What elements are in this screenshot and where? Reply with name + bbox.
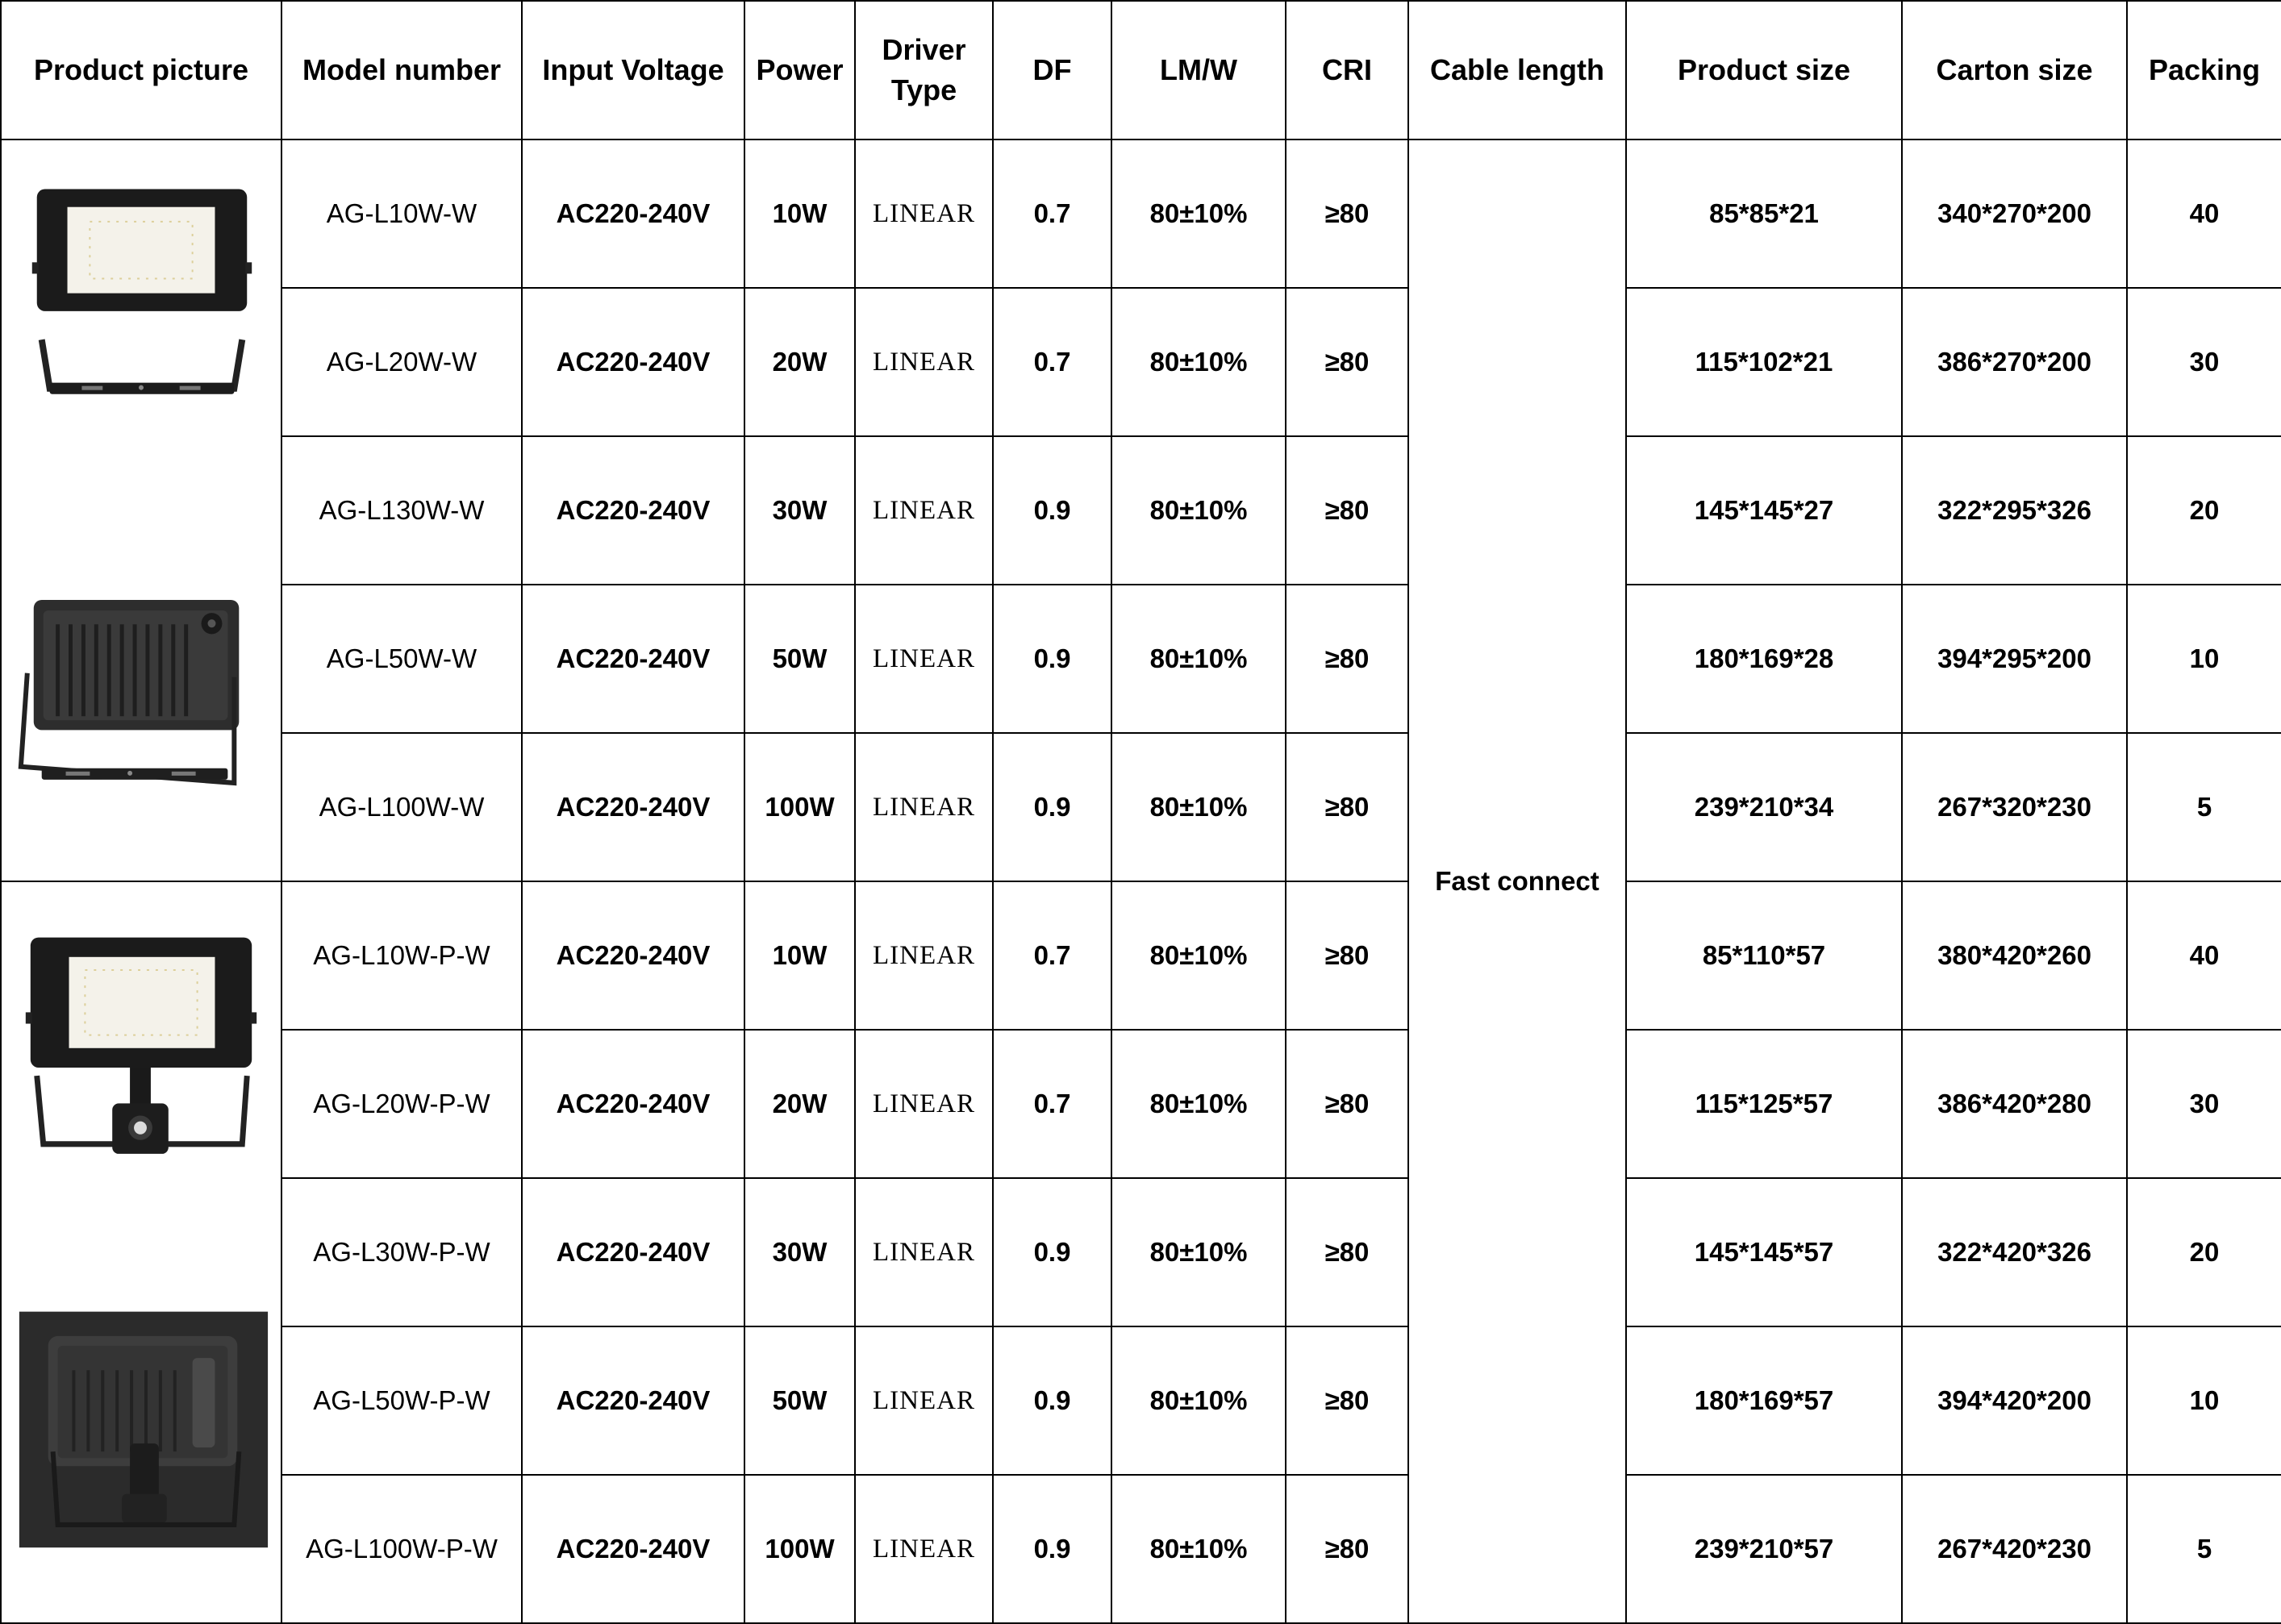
product-size-cell: 85*85*21 <box>1626 139 1902 288</box>
voltage-cell: AC220-240V <box>522 733 744 881</box>
model-cell: AG-L20W-W <box>281 288 522 436</box>
power-cell: 10W <box>744 881 855 1030</box>
packing-cell: 5 <box>2127 733 2281 881</box>
header-driver-type <box>855 1 993 139</box>
lmw-cell: 80±10% <box>1111 1030 1286 1178</box>
table-row <box>1 436 2281 585</box>
header-cri: CRI <box>1286 1 1408 139</box>
carton-size-cell: 340*270*200 <box>1902 139 2127 288</box>
df-cell: 0.7 <box>993 288 1111 436</box>
model-cell: AG-L50W-W <box>281 585 522 733</box>
carton-size-cell: 386*270*200 <box>1902 288 2127 436</box>
packing-cell: 20 <box>2127 436 2281 585</box>
model-cell: AG-L10W-W <box>281 139 522 288</box>
product-images-standard <box>2 140 281 881</box>
lmw-cell: 80±10% <box>1111 1326 1286 1475</box>
product-size-cell: 115*125*57 <box>1626 1030 1902 1178</box>
table-row <box>1 881 2281 1030</box>
packing-cell: 30 <box>2127 288 2281 436</box>
carton-size-cell: 394*295*200 <box>1902 585 2127 733</box>
product-size-cell: 85*110*57 <box>1626 881 1902 1030</box>
packing-cell: 5 <box>2127 1475 2281 1623</box>
product-size-cell: 180*169*57 <box>1626 1326 1902 1475</box>
carton-size-cell: 267*320*230 <box>1902 733 2127 881</box>
driver-cell: LINEAR <box>855 436 993 585</box>
product-size-cell: 145*145*27 <box>1626 436 1902 585</box>
header-df: DF <box>993 1 1111 139</box>
driver-cell: LINEAR <box>855 288 993 436</box>
df-cell: 0.7 <box>993 1030 1111 1178</box>
header-row <box>1 1 2281 139</box>
carton-size-cell: 322*295*326 <box>1902 436 2127 585</box>
cri-cell: ≥80 <box>1286 585 1408 733</box>
power-cell: 50W <box>744 1326 855 1475</box>
carton-size-cell: 386*420*280 <box>1902 1030 2127 1178</box>
header-power: Power <box>744 1 855 139</box>
power-cell: 100W <box>744 1475 855 1623</box>
driver-cell: LINEAR <box>855 1030 993 1178</box>
driver-cell: LINEAR <box>855 1326 993 1475</box>
voltage-cell: AC220-240V <box>522 1326 744 1475</box>
packing-cell: 40 <box>2127 139 2281 288</box>
df-cell: 0.9 <box>993 436 1111 585</box>
floodlight-front-icon <box>32 189 252 394</box>
cri-cell: ≥80 <box>1286 288 1408 436</box>
voltage-cell: AC220-240V <box>522 881 744 1030</box>
product-size-cell: 145*145*57 <box>1626 1178 1902 1326</box>
packing-cell: 40 <box>2127 881 2281 1030</box>
df-cell: 0.9 <box>993 1178 1111 1326</box>
model-cell: AG-L100W-P-W <box>281 1475 522 1623</box>
table-row <box>1 733 2281 881</box>
table-row <box>1 1326 2281 1475</box>
df-cell: 0.9 <box>993 585 1111 733</box>
lmw-cell: 80±10% <box>1111 585 1286 733</box>
carton-size-cell: 322*420*326 <box>1902 1178 2127 1326</box>
power-cell: 20W <box>744 1030 855 1178</box>
cri-cell: ≥80 <box>1286 1475 1408 1623</box>
cri-cell: ≥80 <box>1286 1030 1408 1178</box>
header-packing: Packing <box>2127 1 2281 139</box>
table-body <box>1 139 2281 1623</box>
product-picture-cell-standard <box>1 139 281 881</box>
packing-cell: 10 <box>2127 1326 2281 1475</box>
model-cell: AG-L100W-W <box>281 733 522 881</box>
packing-cell: 20 <box>2127 1178 2281 1326</box>
table-row <box>1 1030 2281 1178</box>
carton-size-cell: 380*420*260 <box>1902 881 2127 1030</box>
lmw-cell: 80±10% <box>1111 436 1286 585</box>
cri-cell: ≥80 <box>1286 881 1408 1030</box>
driver-cell: LINEAR <box>855 1178 993 1326</box>
header-product-size: Product size <box>1626 1 1902 139</box>
voltage-cell: AC220-240V <box>522 288 744 436</box>
floodlight-back-icon <box>21 600 239 783</box>
voltage-cell: AC220-240V <box>522 1475 744 1623</box>
voltage-cell: AC220-240V <box>522 1030 744 1178</box>
df-cell: 0.9 <box>993 733 1111 881</box>
table-row <box>1 139 2281 288</box>
voltage-cell: AC220-240V <box>522 585 744 733</box>
floodlight-sensor-front-icon <box>26 938 256 1154</box>
header-input-voltage: Input Voltage <box>522 1 744 139</box>
lmw-cell: 80±10% <box>1111 1475 1286 1623</box>
lmw-cell: 80±10% <box>1111 1178 1286 1326</box>
packing-cell: 30 <box>2127 1030 2281 1178</box>
df-cell: 0.7 <box>993 881 1111 1030</box>
carton-size-cell: 267*420*230 <box>1902 1475 2127 1623</box>
driver-cell: LINEAR <box>855 733 993 881</box>
power-cell: 10W <box>744 139 855 288</box>
cable-length-cell: Fast connect <box>1408 139 1626 1623</box>
lmw-cell: 80±10% <box>1111 139 1286 288</box>
table-row <box>1 1475 2281 1623</box>
power-cell: 100W <box>744 733 855 881</box>
header-lmw: LM/W <box>1111 1 1286 139</box>
voltage-cell: AC220-240V <box>522 139 744 288</box>
model-cell: AG-L50W-P-W <box>281 1326 522 1475</box>
cri-cell: ≥80 <box>1286 139 1408 288</box>
df-cell: 0.9 <box>993 1326 1111 1475</box>
table-row <box>1 1178 2281 1326</box>
cri-cell: ≥80 <box>1286 1326 1408 1475</box>
lmw-cell: 80±10% <box>1111 288 1286 436</box>
power-cell: 50W <box>744 585 855 733</box>
driver-cell: LINEAR <box>855 139 993 288</box>
cri-cell: ≥80 <box>1286 1178 1408 1326</box>
product-size-cell: 115*102*21 <box>1626 288 1902 436</box>
model-cell: AG-L20W-P-W <box>281 1030 522 1178</box>
header-cable-length: Cable length <box>1408 1 1626 139</box>
table-row <box>1 288 2281 436</box>
header-carton-size: Carton size <box>1902 1 2127 139</box>
driver-cell: LINEAR <box>855 1475 993 1623</box>
driver-cell: LINEAR <box>855 585 993 733</box>
model-cell: AG-L130W-W <box>281 436 522 585</box>
power-cell: 30W <box>744 436 855 585</box>
product-images-sensor <box>2 882 281 1622</box>
header-driver-line2: Type <box>890 73 957 106</box>
lmw-cell: 80±10% <box>1111 881 1286 1030</box>
cri-cell: ≥80 <box>1286 436 1408 585</box>
packing-cell: 10 <box>2127 585 2281 733</box>
header-model-number: Model number <box>281 1 522 139</box>
product-picture-cell-sensor <box>1 881 281 1623</box>
carton-size-cell: 394*420*200 <box>1902 1326 2127 1475</box>
power-cell: 20W <box>744 288 855 436</box>
df-cell: 0.9 <box>993 1475 1111 1623</box>
driver-cell: LINEAR <box>855 881 993 1030</box>
voltage-cell: AC220-240V <box>522 436 744 585</box>
header-product-picture: Product picture <box>1 1 281 139</box>
model-cell: AG-L30W-P-W <box>281 1178 522 1326</box>
voltage-cell: AC220-240V <box>522 1178 744 1326</box>
power-cell: 30W <box>744 1178 855 1326</box>
product-size-cell: 239*210*57 <box>1626 1475 1902 1623</box>
header-driver-line1: Driver <box>882 33 966 66</box>
df-cell: 0.7 <box>993 139 1111 288</box>
table-row <box>1 585 2281 733</box>
product-size-cell: 180*169*28 <box>1626 585 1902 733</box>
cri-cell: ≥80 <box>1286 733 1408 881</box>
lmw-cell: 80±10% <box>1111 733 1286 881</box>
model-cell: AG-L10W-P-W <box>281 881 522 1030</box>
product-size-cell: 239*210*34 <box>1626 733 1902 881</box>
floodlight-sensor-back-icon <box>19 1312 268 1548</box>
